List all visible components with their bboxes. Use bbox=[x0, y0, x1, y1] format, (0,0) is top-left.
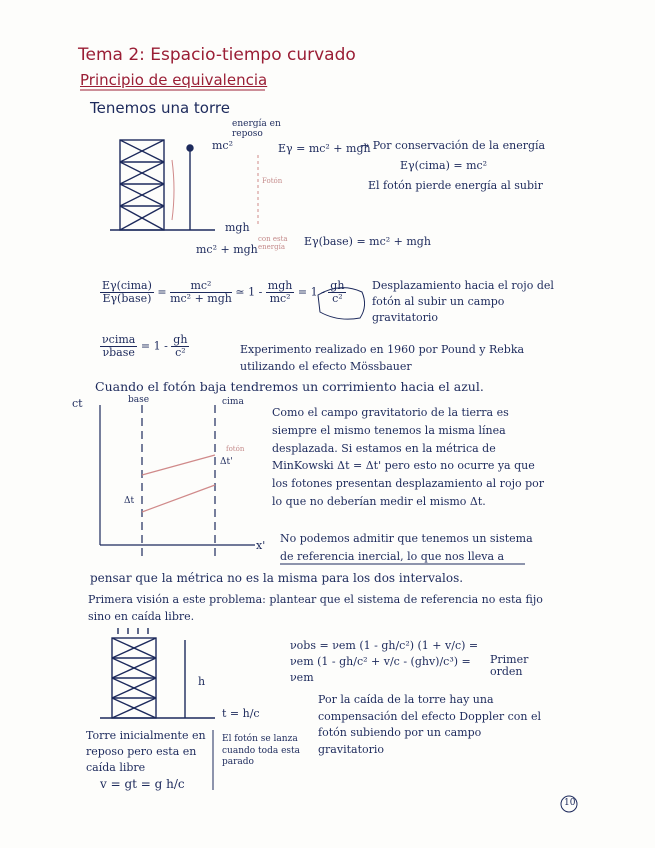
nu-ratio: $\frac{\text{νcima}}{\text{νbase}}$ = 1 - $\frac{gh}{\text{c²}}$ bbox=[102, 333, 188, 360]
foton-small-label: fotón bbox=[226, 445, 245, 453]
blue-shift: Cuando el fotón baja tendremos un corrimiento hacia el azul. bbox=[95, 379, 484, 394]
experiment-note: Experimento realizado en 1960 por Pound y Rebka utilizando el efecto Mössbauer bbox=[240, 343, 525, 373]
no-podemos: No podemos admitir que tenemos un sistema de referencia inercial, lo que nos lleva a bbox=[280, 532, 533, 563]
conservation-note: → Por conservación de la energía bbox=[360, 139, 546, 152]
mc2-label: mc² bbox=[212, 139, 234, 152]
ratio-equation: $\frac{\text{Eγ(cima)}}{\text{Eγ(base)}}$ = $\frac{\text{mc²}}{\text{mc² + mgh}}$ ≃ 1 - $\frac{\text{mgh}}{\text{mc²}}$ = 1 - $\frac{gh}{\text{c²}}$ bbox=[102, 279, 345, 306]
primer-orden: Primer orden bbox=[490, 653, 529, 679]
t-eq: t = h/c bbox=[222, 707, 260, 720]
page-title: Tema 2: Espacio-tiempo curvado bbox=[78, 45, 356, 65]
cima-label: cima bbox=[222, 397, 244, 407]
e-base: Eγ(base) = mc² + mgh bbox=[304, 235, 431, 248]
e-gamma-eq: Eγ = mc² + mgh bbox=[278, 142, 371, 155]
top-arrow-label: energía en reposo bbox=[232, 119, 281, 139]
section-subtitle: Principio de equivalencia bbox=[80, 71, 268, 89]
displacement-note: Desplazamiento hacia el rojo del fotón al subir un campo gravitatorio bbox=[372, 279, 554, 324]
foton-label: Fotón bbox=[262, 177, 283, 185]
spacetime-diagram bbox=[100, 405, 255, 560]
mgh-label: mgh bbox=[225, 221, 250, 234]
tower-bottom-drawing bbox=[100, 628, 215, 718]
primera-vision: Primera visión a este problema: plantear que el sistema de referencia no esta fijo sino en caída libre. bbox=[88, 593, 543, 623]
dt-label: Δt bbox=[124, 496, 135, 506]
page-number: 10 bbox=[564, 798, 576, 808]
con-esta-label: con esta energía bbox=[258, 235, 288, 251]
compensacion: Por la caída de la torre hay una compensación del efecto Doppler con el fotón subiendo por un campo gravitatorio bbox=[318, 693, 541, 756]
dtp-label: Δt' bbox=[220, 457, 233, 467]
nu-obs: νobs = νem (1 - gh/c²) (1 + v/c) = νem (1 - gh/c² + v/c - (ghv)/c³) = νem bbox=[290, 639, 479, 684]
foton-lanza: El fotón se lanza cuando toda esta parado bbox=[222, 734, 300, 768]
ct-axis: ct bbox=[72, 397, 83, 410]
photon-loses: El fotón pierde energía al subir bbox=[368, 179, 543, 192]
x-axis: x' bbox=[256, 539, 266, 552]
tower-top-drawing bbox=[110, 140, 215, 230]
torre-caida: Torre inicialmente en reposo pero esta en caída libre bbox=[86, 729, 206, 774]
mc2mgh-label: mc² + mgh bbox=[196, 243, 258, 256]
pensar-line: pensar que la métrica no es la misma para los dos intervalos. bbox=[90, 571, 464, 585]
base-label: base bbox=[128, 395, 150, 405]
e-cima: Eγ(cima) = mc² bbox=[400, 159, 488, 172]
v-eq: v = gt = g h/c bbox=[100, 777, 185, 791]
h-label: h bbox=[198, 675, 206, 688]
tower-intro: Tenemos una torre bbox=[90, 99, 230, 117]
minkowski-text: Como el campo gravitatorio de la tierra es siempre el mismo tenemos la misma línea desplazada. Si estamos en la métrica de MinKowski Δt = Δt' pero esto no ocurre ya que los fotones presentan desplazamiento al rojo por lo que no deberían medir el mismo Δt. bbox=[272, 406, 545, 509]
